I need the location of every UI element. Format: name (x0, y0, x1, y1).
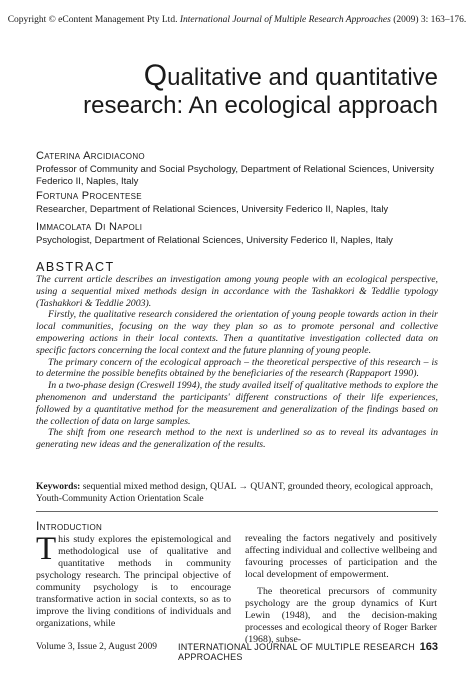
keywords-text: sequential mixed method design, QUAL → QUANT, grounded theory, ecological approach, Youth-Community Action Orientation Scale (36, 482, 433, 504)
author-block (36, 190, 438, 216)
author-block (36, 150, 438, 188)
body-paragraph: The theoretical precursors of community psychology are the group dynamics of Kurt Lewin (1948), and the decision-making processes and ecological theory of Roger Barker (1968), subse- (245, 586, 437, 645)
introduction-paragraph (36, 531, 231, 630)
title-line-1 (83, 59, 438, 92)
abstract-body (36, 274, 438, 451)
author-affiliation: Professor of Community and Social Psychology, Department of Relational Sciences, University Federico II, Naples, Italy (36, 164, 434, 187)
body-column-right (245, 533, 437, 646)
drop-cap: T (36, 531, 57, 567)
abstract-paragraph: The primary concern of the ecological approach – the theoretical perspective of this research – is to determine the possible benefits obtained by the beneficiaries of the research (Rappaport 1990). (36, 356, 438, 380)
footer-journal: INTERNATIONAL JOURNAL OF MULTIPLE RESEARCH APPROACHES (178, 642, 415, 662)
abstract-paragraph: The current article describes an investigation among young people with an ecological perspective, using a sequential mixed methods design in accordance with the Tashakkori & Teddlie typology (Tashakkori & Teddlie 2003). (36, 274, 438, 309)
author-name: Fortuna Procentese (36, 190, 142, 202)
title-line-2: research: An ecological approach (83, 92, 438, 119)
citation-suffix: (2009) 3: 163–176. (390, 15, 467, 25)
journal-name-italic: International Journal of Multiple Research Approaches (179, 15, 391, 25)
footer-volume: Volume 3, Issue 2, August 2009 (36, 642, 157, 652)
author-block (36, 221, 438, 247)
introduction-text: his study explores the epistemological and methodological use of qualitative and quantitative methods in community psychology research. The principal objective of community psychology is to encourage transformative action in social contexts, so as to improve the living conditions of individuals and organizations, while (36, 534, 231, 629)
author-name: Immacolata Di Napoli (36, 221, 143, 233)
abstract-paragraph: In a two-phase design (Creswell 1994), the study availed itself of qualitative methods to explore the phenomenon and understand the participants' different constructions of their life experiences, followed by a quantitative method for the measurement and generalization of the findings based on the collection of data on large samples. (36, 380, 438, 427)
title-initial: Q (143, 59, 168, 92)
title-line-1-text: ualitative and quantitative (167, 64, 438, 91)
author-name: Caterina Arcidiacono (36, 150, 145, 162)
keywords (36, 482, 438, 505)
author-affiliation: Researcher, Department of Relational Sciences, University Federico II, Naples, Italy (36, 204, 389, 215)
page-number: 163 (419, 641, 438, 653)
copyright-prefix: Copyright © eContent Management Pty Ltd. (7, 15, 180, 25)
article-title (83, 59, 438, 120)
abstract-paragraph: The shift from one research method to the next is underlined so as to reveal its advantages in generating new ideas and the generalization of the results. (36, 427, 438, 451)
body-column-left (36, 520, 231, 630)
keywords-label: Keywords: (36, 482, 81, 492)
abstract-paragraph: Firstly, the qualitative research considered the orientation of young people towards action in their local communities, focusing on the way they plan so as to promote personal and collective empowering actions in their local contexts. Then a quantitative investigation collected data on specific factors concerning the local context and the future planning of young people. (36, 309, 438, 356)
copyright-line (0, 15, 474, 25)
author-affiliation: Psychologist, Department of Relational Sciences, University Federico II, Naples, Italy (36, 235, 393, 246)
introduction-heading: Introduction (36, 519, 103, 533)
section-divider (36, 511, 438, 512)
abstract-heading: ABSTRACT (36, 260, 115, 274)
body-paragraph: revealing the factors negatively and positively affecting individual and collective wellbeing and favouring processes of participation and the local development of empowerment. (245, 533, 437, 580)
